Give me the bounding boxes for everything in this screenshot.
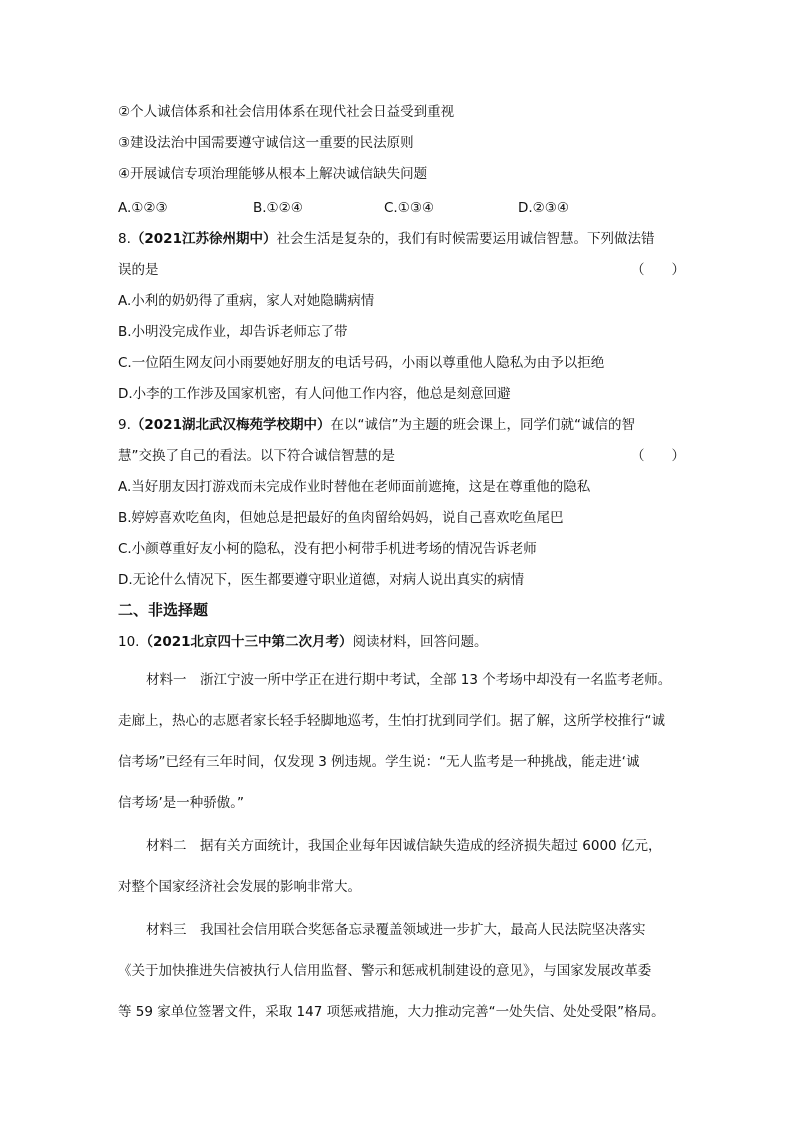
q9-stem-line2: 慧”交换了自己的看法。以下符合诚信智慧的是 (118, 448, 395, 464)
q7-option-b: B.①②④ (253, 200, 303, 216)
q8-answer-blank: （ ） (631, 262, 685, 278)
q9-stem-line1 (118, 415, 635, 435)
q7-option-d: D.②③④ (518, 200, 569, 216)
q8-option-c: C.一位陌生网友问小雨要她好朋友的电话号码，小雨以尊重他人隐私为由予以拒绝 (118, 355, 605, 371)
q9-answer-blank: （ ） (631, 448, 685, 464)
section-title: 二、非选择题 (118, 601, 209, 619)
material1-line: 信考场’是一种骄傲。” (118, 795, 245, 811)
material3-line: 《关于加快推进失信被执行人信用监督、警示和惩戒机制建设的意见》，与国家发展改革委 (118, 963, 652, 979)
q9-stem: 在以“诚信”为主题的班会课上，同学们就“诚信的智 (330, 417, 635, 433)
q8-source: （2021江苏徐州期中） (130, 231, 277, 247)
q7-statement-2: ②个人诚信体系和社会信用体系在现代社会日益受到重视 (118, 104, 455, 120)
material1-line: 信考场”已经有三年时间，仅发现 3 例违规。学生说：“无人监考是一种挑战，能走进‘诚 (118, 754, 640, 770)
q8-stem-line1 (118, 229, 654, 249)
material2-line: 材料二 据有关方面统计，我国企业每年因诚信缺失造成的经济损失超过 6000 亿元， (146, 838, 662, 854)
material3-line: 材料三 我国社会信用联合奖惩备忘录覆盖领域进一步扩大，最高人民法院坚决落实 (146, 922, 646, 938)
q10-stem (118, 632, 488, 652)
q9-option-c: C.小颜尊重好友小柯的隐私，没有把小柯带手机进考场的情况告诉老师 (118, 541, 537, 557)
q10-number: 10. (118, 634, 140, 650)
q8-option-b: B.小明没完成作业，却告诉老师忘了带 (118, 324, 348, 340)
q9-option-d: D.无论什么情况下，医生都要遵守职业道德，对病人说出真实的病情 (118, 572, 525, 588)
q7-options (118, 198, 678, 218)
q8-stem-line2: 误的是 (118, 262, 159, 278)
q7-option-c: C.①③④ (384, 200, 435, 216)
q10-instruction: 阅读材料，回答问题。 (352, 634, 488, 650)
q7-statement-4: ④开展诚信专项治理能够从根本上解决诚信缺失问题 (118, 166, 428, 182)
q7-statement-3: ③建设法治中国需要遵守诚信这一重要的民法原则 (118, 135, 414, 151)
material1-line: 材料一 浙江宁波一所中学正在进行期中考试，全部 13 个考场中却没有一名监考老师。 (146, 672, 672, 688)
q8-stem: 社会生活是复杂的，我们有时候需要运用诚信智慧。下列做法错 (276, 231, 655, 247)
q9-option-a: A.当好朋友因打游戏而未完成作业时替他在老师面前遮掩，这是在尊重他的隐私 (118, 479, 591, 495)
material1-line: 走廊上，热心的志愿者家长轻手轻脚地巡考，生怕打扰到同学们。据了解，这所学校推行“诚 (118, 713, 665, 729)
material2-line: 对整个国家经济社会发展的影响非常大。 (118, 879, 361, 895)
q10-source: （2021北京四十三中第二次月考） (139, 634, 353, 650)
q8-number: 8. (118, 231, 131, 247)
q8-option-a: A.小利的奶奶得了重病，家人对她隐瞒病情 (118, 293, 375, 309)
q7-option-a: A.①②③ (118, 200, 168, 216)
q9-number: 9. (118, 417, 131, 433)
q8-option-d: D.小李的工作涉及国家机密，有人问他工作内容，他总是刻意回避 (118, 386, 511, 402)
q9-option-b: B.婷婷喜欢吃鱼肉，但她总是把最好的鱼肉留给妈妈，说自己喜欢吃鱼尾巴 (118, 510, 564, 526)
q9-source: （2021湖北武汉梅苑学校期中） (130, 417, 331, 433)
material3-line: 等 59 家单位签署文件，采取 147 项惩戒措施，大力推动完善“一处失信、处处受限”格局。 (118, 1004, 665, 1020)
